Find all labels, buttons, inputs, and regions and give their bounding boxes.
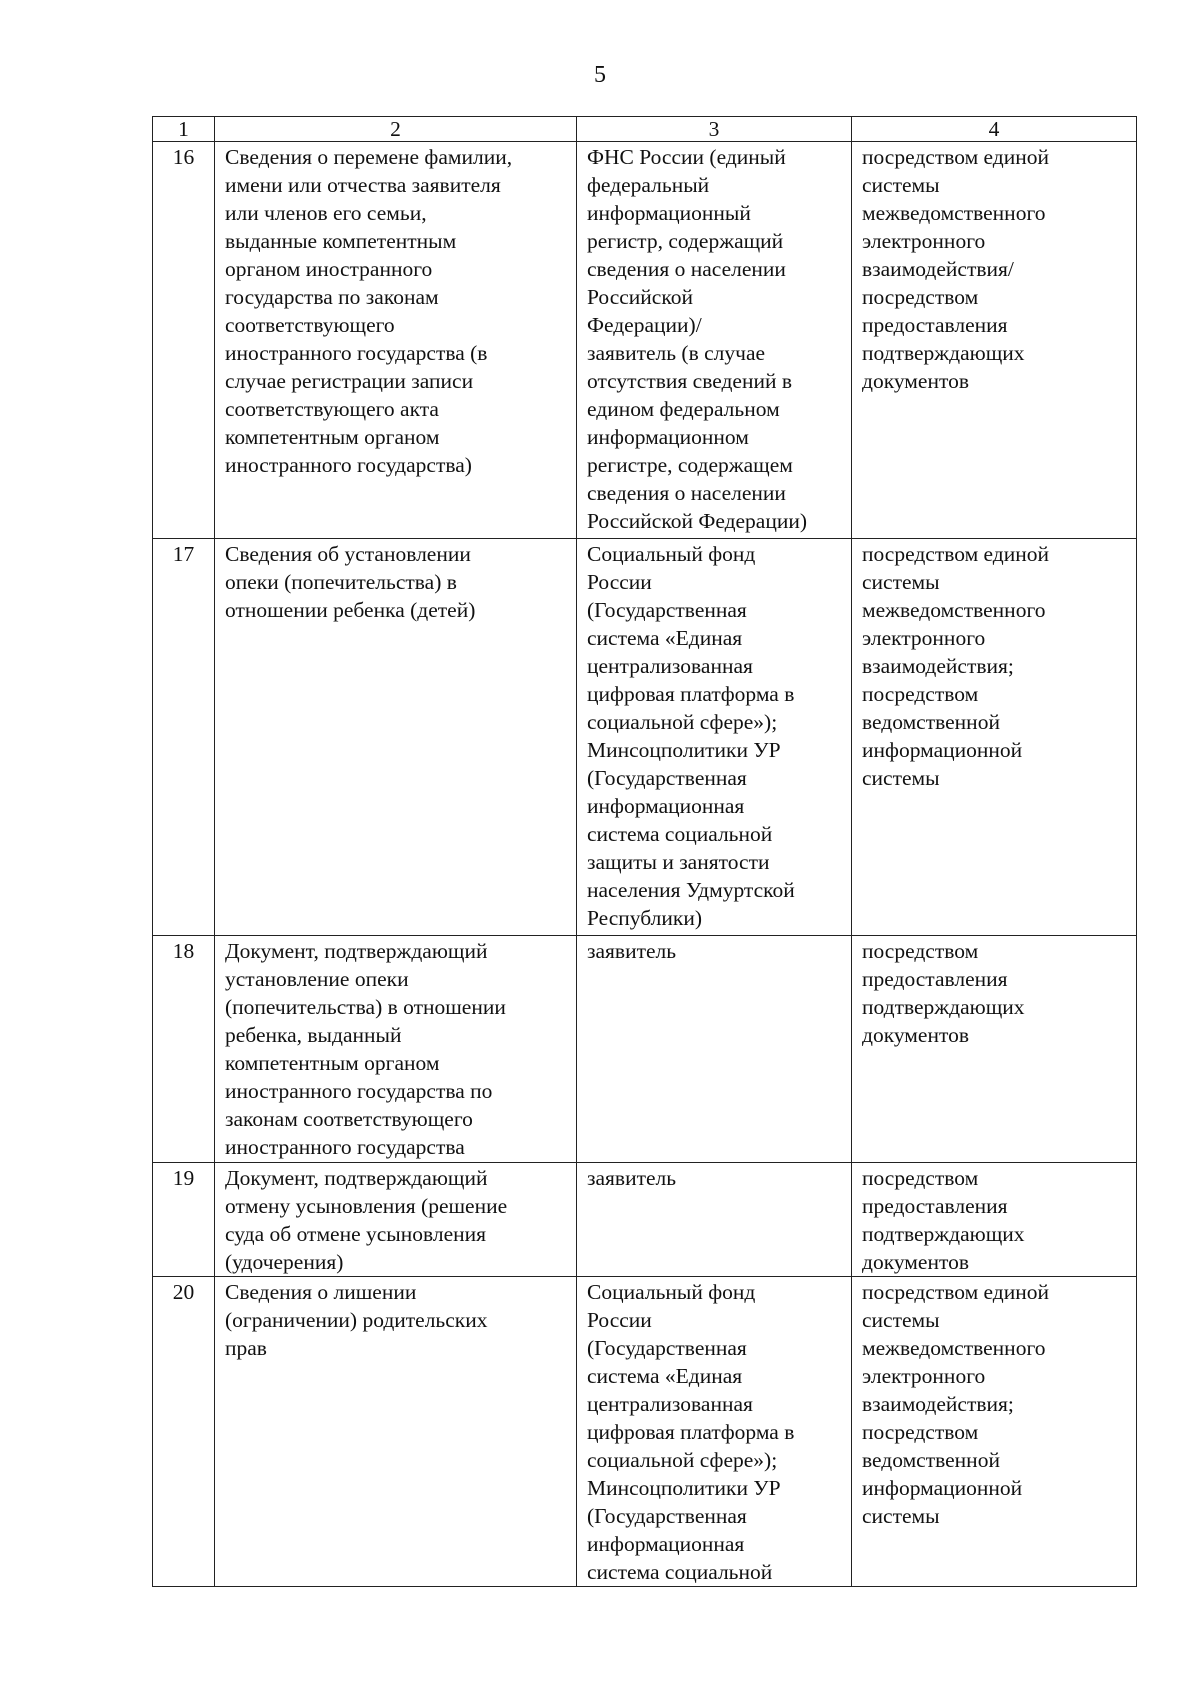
source-cell: заявитель [577,936,852,1163]
source-cell: Социальный фонд России (Государственная система «Единая централизованная цифровая платформа в социальной сфере»); Минсоцполитики УР (Государственная информационная система социальной [577,1277,852,1587]
column-header-1: 1 [153,117,215,142]
document-table [152,116,1137,1587]
table-row [153,1163,1137,1277]
column-header-3: 3 [577,117,852,142]
row-number: 18 [153,936,215,1163]
source-cell: заявитель [577,1163,852,1277]
method-cell: посредством предоставления подтверждающих документов [852,936,1137,1163]
method-cell: посредством единой системы межведомственного электронного взаимодействия/ посредством предоставления подтверждающих документов [852,142,1137,539]
table-header-row [153,117,1137,142]
table-row [153,142,1137,539]
column-header-4: 4 [852,117,1137,142]
source-cell: Социальный фонд России (Государственная система «Единая централизованная цифровая платформа в социальной сфере»); Минсоцполитики УР (Государственная информационная система социальной защиты и занятости населения Удмуртской Республики) [577,539,852,936]
table-row [153,936,1137,1163]
table-row [153,1277,1137,1587]
info-cell: Сведения о лишении (ограничении) родительских прав [215,1277,577,1587]
info-cell: Сведения о перемене фамилии, имени или отчества заявителя или членов его семьи, выданные компетентным органом иностранного государства по законам соответствующего иностранного государства (в случае регистрации записи соответствующего акта компетентным органом иностранного государства) [215,142,577,539]
column-header-2: 2 [215,117,577,142]
row-number: 19 [153,1163,215,1277]
row-number: 20 [153,1277,215,1587]
row-number: 16 [153,142,215,539]
table-row [153,539,1137,936]
info-cell: Сведения об установлении опеки (попечительства) в отношении ребенка (детей) [215,539,577,936]
row-number: 17 [153,539,215,936]
method-cell: посредством предоставления подтверждающих документов [852,1163,1137,1277]
method-cell: посредством единой системы межведомственного электронного взаимодействия; посредством ведомственной информационной системы [852,1277,1137,1587]
info-cell: Документ, подтверждающий установление опеки (попечительства) в отношении ребенка, выданный компетентным органом иностранного государства по законам соответствующего иностранного государства [215,936,577,1163]
method-cell: посредством единой системы межведомственного электронного взаимодействия; посредством ведомственной информационной системы [852,539,1137,936]
info-cell: Документ, подтверждающий отмену усыновления (решение суда об отмене усыновления (удочерения) [215,1163,577,1277]
source-cell: ФНС России (единый федеральный информационный регистр, содержащий сведения о населении Российской Федерации)/ заявитель (в случае отсутствия сведений в едином федеральном информационном регистре, содержащем сведения о населении Российской Федерации) [577,142,852,539]
page-number: 5 [594,62,606,88]
